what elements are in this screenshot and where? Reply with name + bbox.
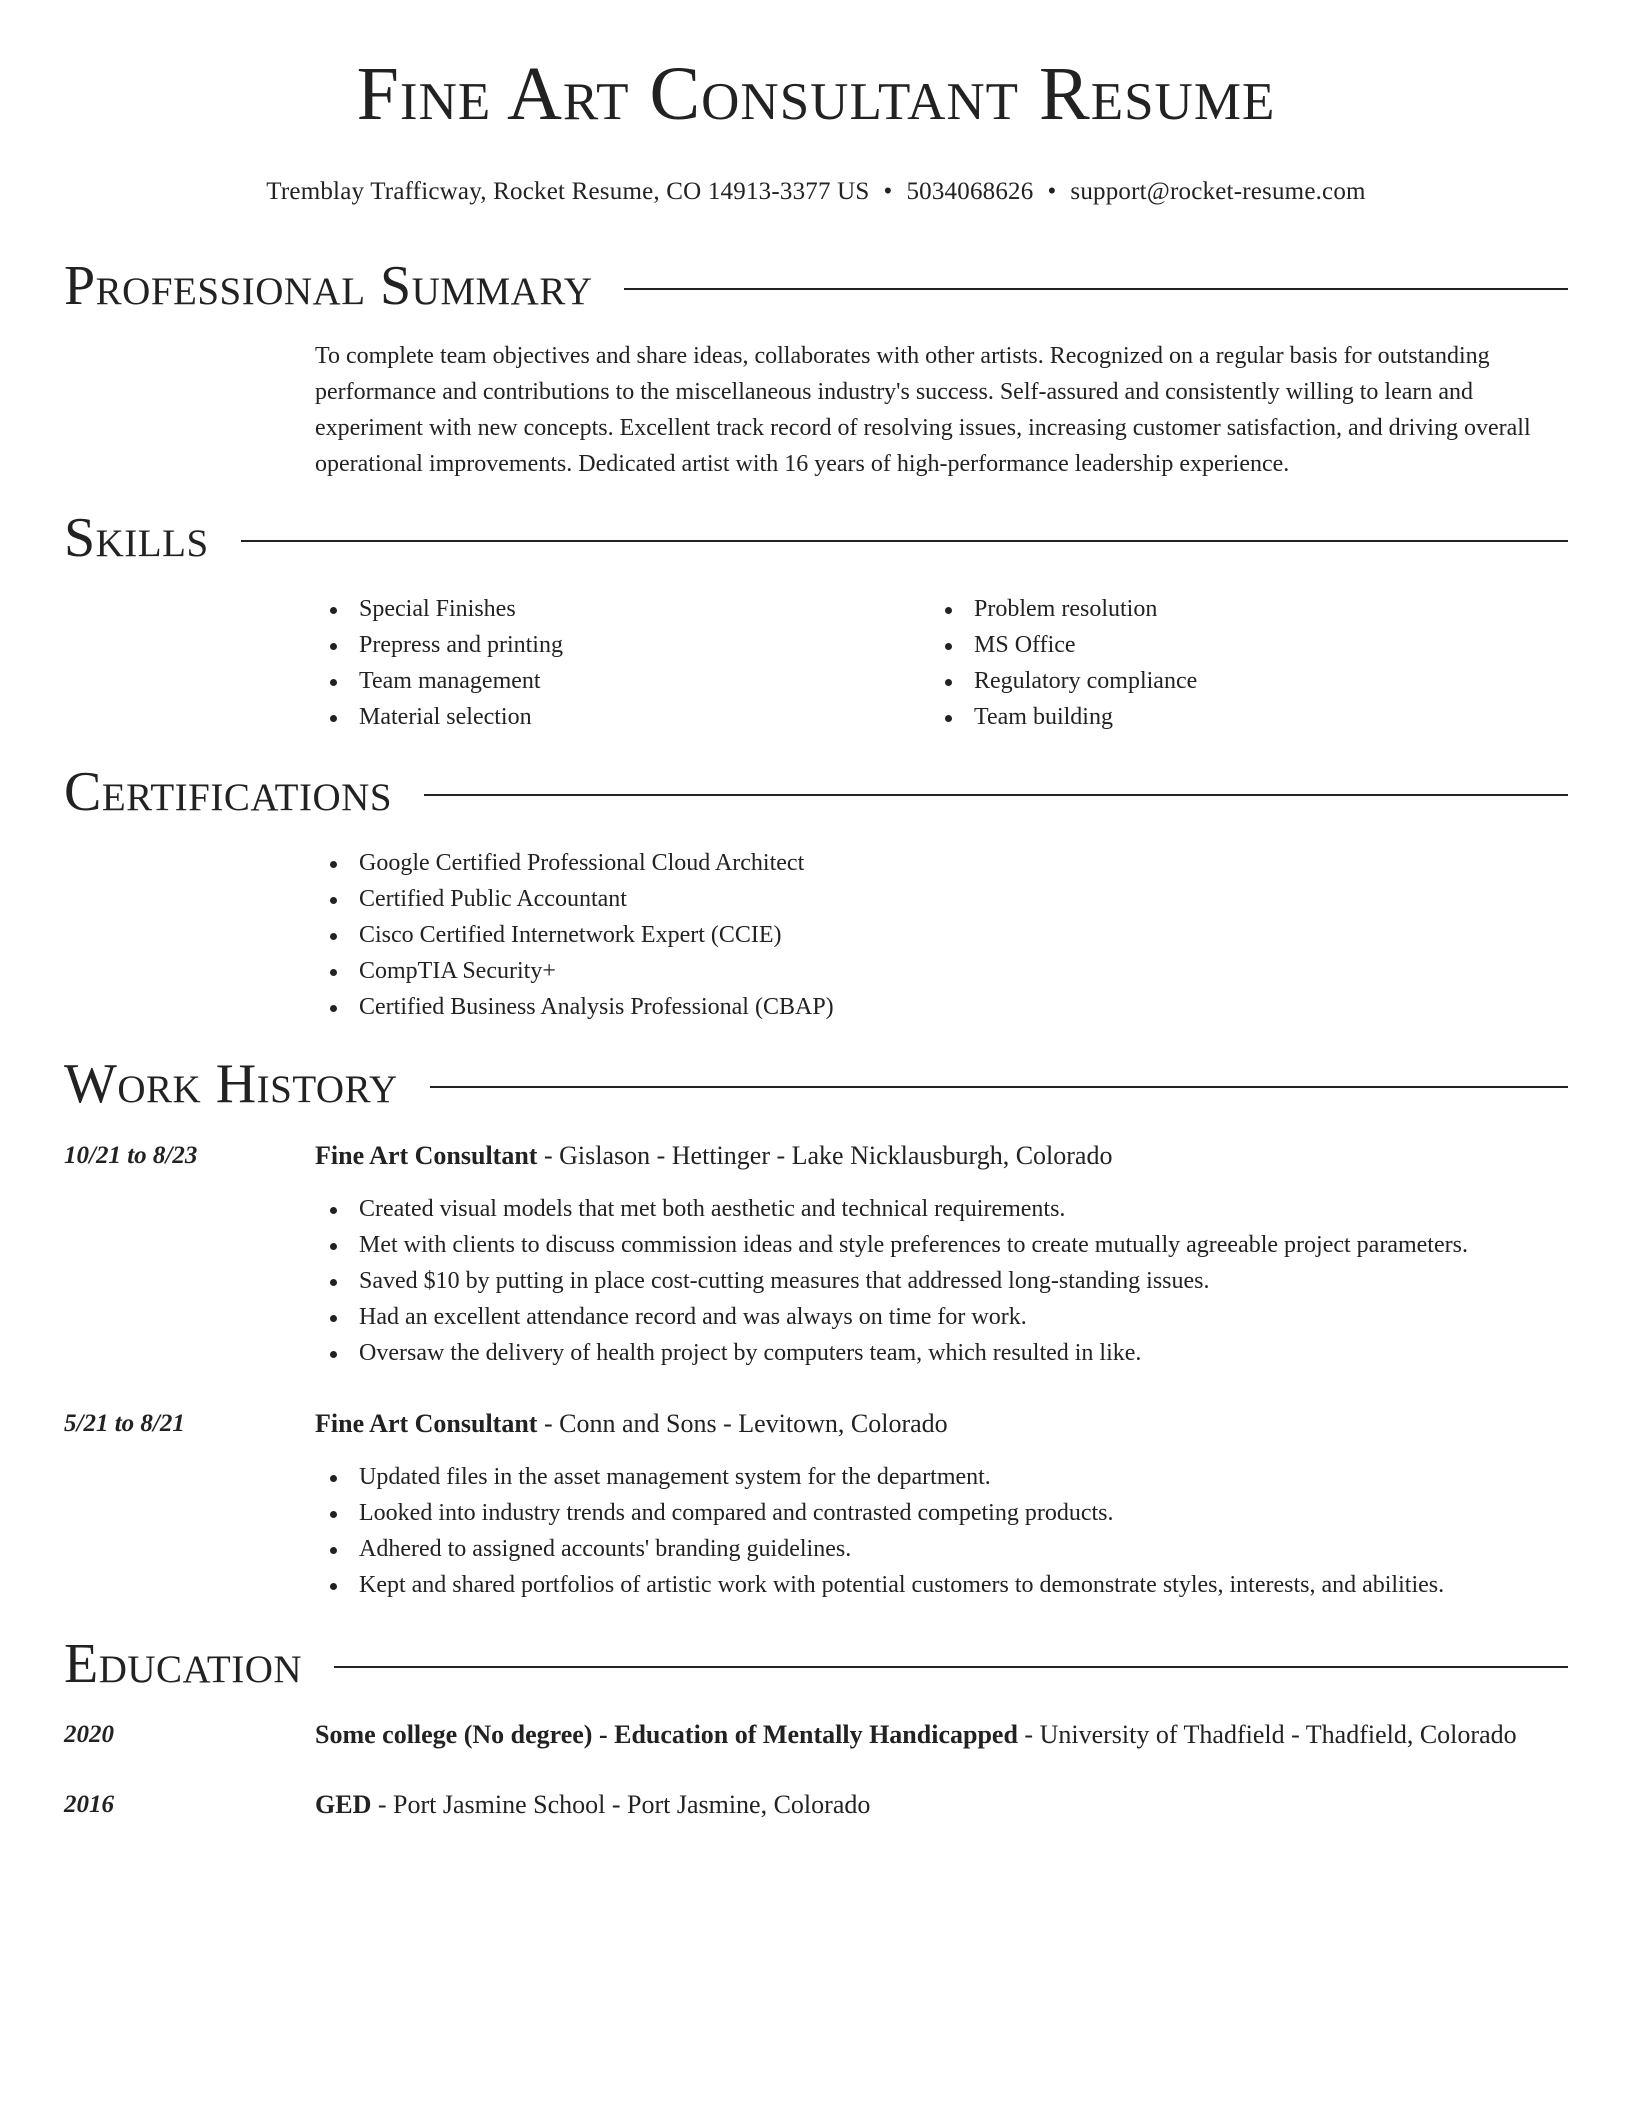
skill-item: Prepress and printing [315, 627, 563, 663]
skill-item: MS Office [930, 627, 1197, 663]
contact-separator: • [883, 178, 893, 205]
job-bullet: Saved $10 by putting in place cost-cutting measures that addressed long-standing issues. [315, 1263, 1575, 1299]
section-title-education: Education [64, 1633, 303, 1695]
education-details: - University of Thadfield - Thadfield, Colorado [1017, 1720, 1517, 1749]
certification-item: Google Certified Professional Cloud Architect [315, 845, 834, 881]
job-details: - Conn and Sons - Levitown, Colorado [537, 1409, 948, 1438]
job-bullets [315, 1191, 1575, 1371]
section-header-summary [64, 255, 1568, 317]
certification-item: Cisco Certified Internetwork Expert (CCIE) [315, 917, 834, 953]
job-bullet: Created visual models that met both aesthetic and technical requirements. [315, 1191, 1575, 1227]
education-degree: GED [315, 1790, 372, 1819]
section-title-summary: Professional Summary [64, 255, 593, 317]
job-bullet: Had an excellent attendance record and was always on time for work. [315, 1299, 1575, 1335]
certifications-list [315, 845, 834, 1025]
skill-item: Material selection [315, 699, 563, 735]
section-header-education [64, 1633, 1568, 1695]
skills-list-left [315, 591, 563, 735]
education-degree: Some college (No degree) - Education of Mentally Handicapped [315, 1720, 1018, 1749]
skill-item: Special Finishes [315, 591, 563, 627]
section-header-certifications [64, 761, 1568, 823]
job-bullet: Updated files in the asset management system for the department. [315, 1459, 1575, 1495]
job-details: - Gislason - Hettinger - Lake Nicklausburgh, Colorado [537, 1141, 1113, 1170]
section-divider [241, 540, 1568, 542]
job-dates: 10/21 to 8/23 [64, 1142, 198, 1169]
certification-item: Certified Business Analysis Professional (CBAP) [315, 989, 834, 1025]
job-dates: 5/21 to 8/21 [64, 1410, 185, 1437]
section-title-certifications: Certifications [64, 761, 393, 823]
job-title: Fine Art Consultant [315, 1141, 538, 1170]
section-divider [424, 794, 1568, 796]
contact-phone: 5034068626 [906, 178, 1034, 205]
job-title: Fine Art Consultant [315, 1409, 538, 1438]
job-heading [315, 1406, 948, 1442]
education-year: 2020 [64, 1721, 114, 1748]
contact-address: Tremblay Trafficway, Rocket Resume, CO 14913-3377 US [266, 178, 870, 205]
education-heading [315, 1717, 1517, 1753]
contact-line [0, 176, 1632, 208]
skill-item: Team building [930, 699, 1197, 735]
summary-text: To complete team objectives and share ideas, collaborates with other artists. Recognized on a regular basis for outstanding performance and contributions to the miscellaneous industry's success. Self-assured and consistently willing to learn and experiment with new concepts. Excellent track record of resolving issues, increasing customer satisfaction, and driving overall operational improvements. Dedicated artist with 16 years of high-performance leadership experience. [315, 343, 1531, 477]
skill-item: Regulatory compliance [930, 663, 1197, 699]
section-header-skills [64, 507, 1568, 569]
section-divider [624, 288, 1568, 290]
section-header-work-history [64, 1053, 1568, 1115]
section-divider [430, 1086, 1568, 1088]
education-year: 2016 [64, 1791, 114, 1818]
contact-separator: • [1047, 178, 1057, 205]
job-bullets [315, 1459, 1575, 1603]
section-divider [334, 1666, 1568, 1668]
job-bullet: Met with clients to discuss commission ideas and style preferences to create mutually agreeable project parameters. [315, 1227, 1575, 1263]
job-bullet: Looked into industry trends and compared and contrasted competing products. [315, 1495, 1575, 1531]
contact-email: support@rocket-resume.com [1070, 178, 1366, 205]
skills-list-right [930, 591, 1197, 735]
job-bullet: Adhered to assigned accounts' branding guidelines. [315, 1531, 1575, 1567]
certification-item: Certified Public Accountant [315, 881, 834, 917]
skill-item: Team management [315, 663, 563, 699]
job-bullet: Kept and shared portfolios of artistic work with potential customers to demonstrate styles, interests, and abilities. [315, 1567, 1575, 1603]
skill-item: Problem resolution [930, 591, 1197, 627]
section-title-work-history: Work History [64, 1053, 398, 1115]
section-title-skills: Skills [64, 507, 209, 569]
education-heading [315, 1787, 870, 1823]
job-heading [315, 1138, 1112, 1174]
education-details: - Port Jasmine School - Port Jasmine, Colorado [371, 1790, 871, 1819]
job-bullet: Oversaw the delivery of health project by computers team, which resulted in like. [315, 1335, 1575, 1371]
resume-title: Fine Art Consultant Resume [356, 52, 1276, 136]
certification-item: CompTIA Security+ [315, 953, 834, 989]
